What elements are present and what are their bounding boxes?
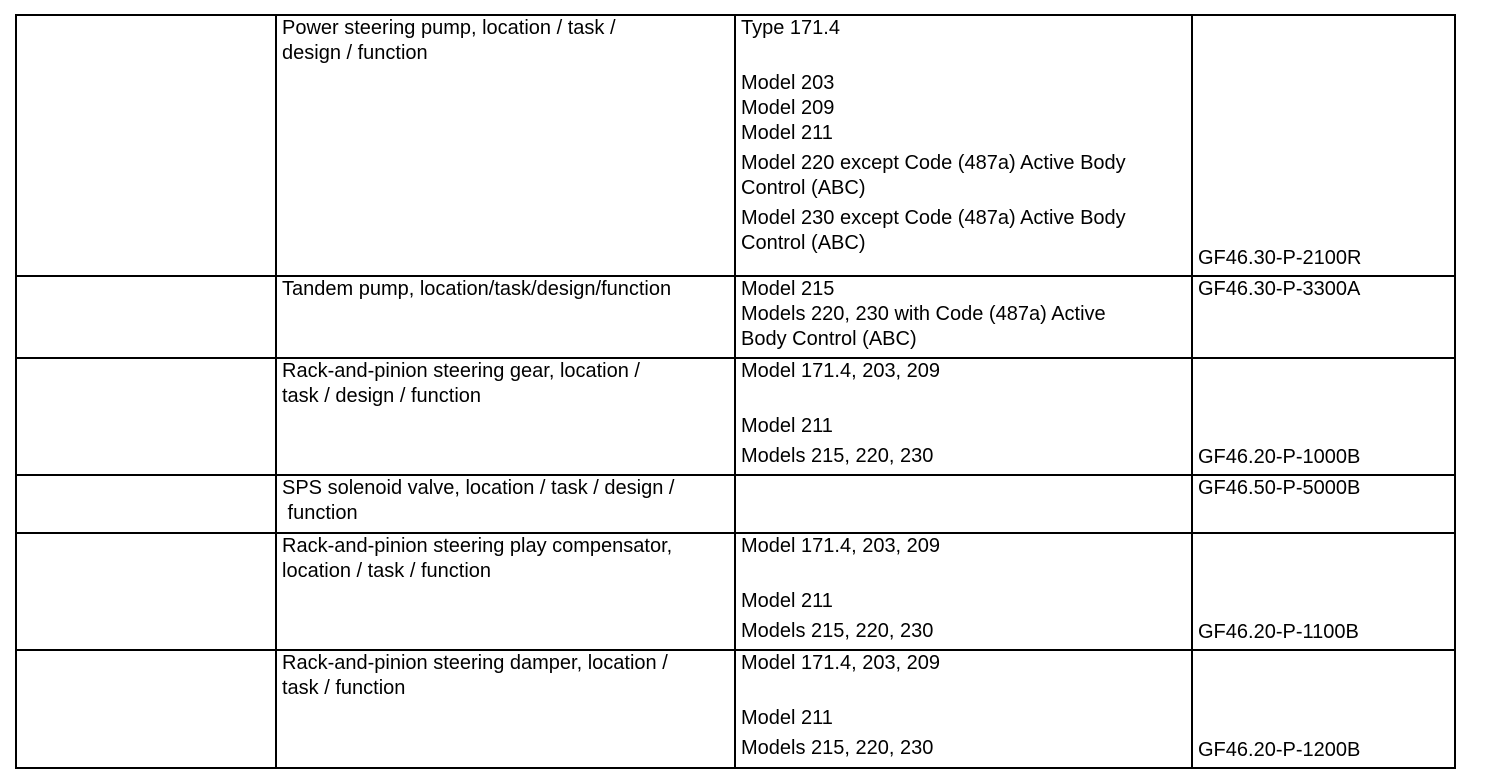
document-number: GF46.20-P-1000B [1198, 446, 1361, 468]
component-description-line: function [282, 502, 358, 524]
component-description-line: location / task / function [282, 560, 492, 582]
model-applicability-line: Type 171.4 [741, 17, 840, 39]
model-applicability-line: Models 220, 230 with Code (487a) Active [741, 303, 1106, 325]
model-applicability-line: Model 220 except Code (487a) Active Body [741, 152, 1126, 174]
model-applicability-line: Models 215, 220, 230 [741, 620, 934, 642]
model-applicability-line: Models 215, 220, 230 [741, 445, 934, 467]
model-applicability-line: Model 209 [741, 97, 835, 119]
component-description-line: Tandem pump, location/task/design/function [282, 278, 672, 300]
component-description-line: Rack-and-pinion steering gear, location / [282, 360, 640, 382]
model-applicability-line: Model 230 except Code (487a) Active Body [741, 207, 1126, 229]
column-divider [1191, 14, 1193, 769]
component-description-line: Rack-and-pinion steering play compensator, [282, 535, 673, 557]
component-description-line: task / function [282, 677, 406, 699]
component-description-line: SPS solenoid valve, location / task / design / [282, 477, 675, 499]
model-applicability-line: Model 171.4, 203, 209 [741, 652, 941, 674]
document-number: GF46.30-P-2100R [1198, 247, 1362, 269]
document-number: GF46.50-P-5000B [1198, 477, 1361, 499]
model-applicability-line: Model 215 [741, 278, 835, 300]
column-divider [15, 14, 17, 769]
model-applicability-line: Model 211 [741, 122, 833, 144]
model-applicability-line: Models 215, 220, 230 [741, 737, 934, 759]
component-description-line: task / design / function [282, 385, 482, 407]
component-description-line: Power steering pump, location / task / [282, 17, 616, 39]
document-number: GF46.20-P-1200B [1198, 739, 1361, 761]
column-divider [275, 14, 277, 769]
model-applicability-line: Control (ABC) [741, 177, 866, 199]
model-applicability-line: Model 211 [741, 707, 833, 729]
model-applicability-line: Model 211 [741, 590, 833, 612]
model-applicability-line: Model 171.4, 203, 209 [741, 535, 941, 557]
column-divider [734, 14, 736, 769]
model-applicability-line: Model 203 [741, 72, 835, 94]
document-number: GF46.20-P-1100B [1198, 621, 1359, 643]
column-divider [1454, 14, 1456, 769]
component-description-line: design / function [282, 42, 428, 64]
model-applicability-line: Model 211 [741, 415, 833, 437]
component-description-line: Rack-and-pinion steering damper, location / [282, 652, 668, 674]
model-applicability-line: Control (ABC) [741, 232, 866, 254]
model-applicability-line: Model 171.4, 203, 209 [741, 360, 941, 382]
model-applicability-line: Body Control (ABC) [741, 328, 917, 350]
document-number: GF46.30-P-3300A [1198, 278, 1361, 300]
steering-components-table [15, 14, 1456, 769]
